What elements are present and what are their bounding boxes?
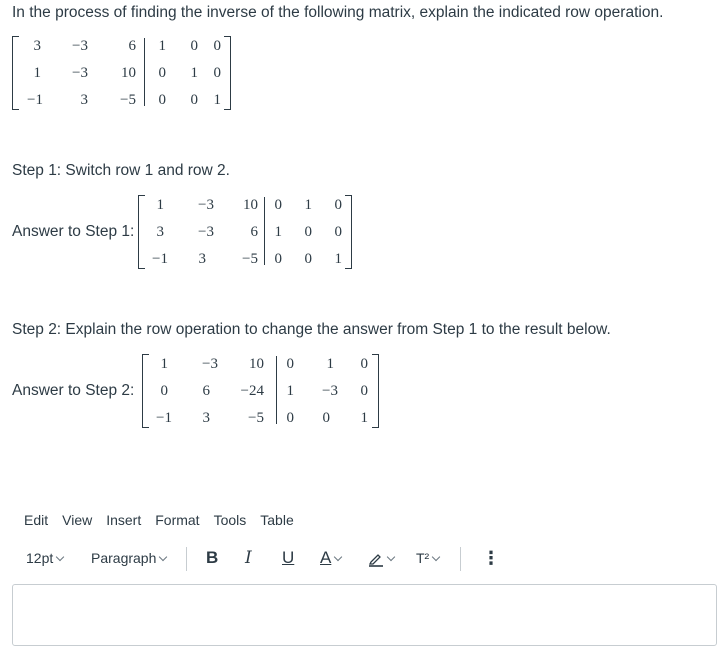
matrix-cell: 1 [360, 410, 368, 426]
matrix-cell: −3 [72, 38, 88, 54]
matrix-cell: −3 [202, 356, 218, 372]
step2-instruction: Step 2: Explain the row operation to change the answer from Step 1 to the result below. [12, 321, 611, 338]
matrix-cell: 0 [158, 65, 166, 81]
matrix-cell: 3 [80, 92, 88, 108]
matrix-cell: 1 [160, 356, 168, 372]
augment-divider [276, 356, 277, 424]
menu-edit[interactable]: Edit [24, 512, 49, 528]
matrix-cell: 1 [213, 92, 221, 108]
step1-instruction: Step 1: Switch row 1 and row 2. [12, 162, 230, 179]
right-bracket [224, 36, 231, 110]
menu-format[interactable]: Format [155, 512, 200, 528]
chevron-down-icon [159, 553, 167, 561]
matrix-cell: −3 [198, 224, 214, 240]
answer-text-area[interactable] [12, 584, 717, 646]
matrix-cell: −1 [152, 251, 168, 267]
text-color-button[interactable] [320, 547, 341, 571]
matrix-cell: 0 [286, 410, 294, 426]
highlight-color-button[interactable] [368, 547, 394, 571]
more-options-button[interactable]: ⋮ [482, 548, 500, 568]
matrix-cell: 10 [121, 65, 136, 81]
matrix-cell: 0 [274, 251, 282, 267]
matrix-cell: 0 [334, 197, 342, 213]
question-prompt: In the process of finding the inverse of the following matrix, explain the indicated row operation. [12, 4, 664, 21]
menu-tools[interactable]: Tools [213, 512, 247, 528]
matrix-cell: 1 [33, 65, 41, 81]
matrix-cell: 0 [213, 65, 221, 81]
matrix-cell: −3 [198, 197, 214, 213]
font-size-select[interactable] [26, 547, 63, 571]
matrix-cell: 0 [190, 38, 198, 54]
right-bracket [345, 195, 352, 269]
text-color-icon: A [320, 548, 332, 567]
step2-result-matrix [142, 354, 382, 430]
matrix-cell: 0 [360, 383, 368, 399]
matrix-cell: 1 [156, 197, 164, 213]
underline-button[interactable]: U [282, 548, 295, 567]
editor-menubar [24, 512, 308, 528]
matrix-cell: −3 [72, 65, 88, 81]
matrix-cell: 1 [158, 38, 166, 54]
augment-divider [144, 38, 145, 106]
matrix-cell: 0 [334, 224, 342, 240]
step2-answer-label: Answer to Step 2: [12, 382, 135, 399]
matrix-cell: 0 [360, 356, 368, 372]
matrix-cell: −3 [322, 383, 338, 399]
superscript-icon: T² [416, 550, 430, 566]
matrix-cell: 0 [190, 92, 198, 108]
toolbar-divider [460, 547, 461, 571]
matrix-cell: 3 [202, 410, 210, 426]
right-bracket [372, 354, 379, 428]
matrix-cell: 0 [304, 251, 312, 267]
block-format-value: Paragraph [91, 550, 157, 566]
highlighter-icon [368, 551, 384, 567]
matrix-cell: 6 [128, 38, 136, 54]
matrix-cell: 10 [243, 197, 258, 213]
matrix-cell: −5 [120, 92, 136, 108]
matrix-cell: −5 [242, 251, 258, 267]
matrix-cell: 0 [158, 92, 166, 108]
menu-view[interactable]: View [62, 512, 93, 528]
matrix-cell: 6 [202, 383, 210, 399]
chevron-down-icon [56, 553, 64, 561]
matrix-cell: 1 [304, 197, 312, 213]
step1-answer-matrix [138, 195, 358, 271]
bold-button[interactable]: B [206, 548, 219, 567]
matrix-cell: 3 [198, 251, 206, 267]
block-format-select[interactable] [91, 547, 166, 571]
matrix-cell: 3 [156, 224, 164, 240]
chevron-down-icon [387, 553, 395, 561]
menu-table[interactable]: Table [260, 512, 294, 528]
matrix-cell: 1 [190, 65, 198, 81]
matrix-cell: 0 [160, 383, 168, 399]
matrix-cell: 3 [33, 38, 41, 54]
matrix-cell: 0 [286, 356, 294, 372]
matrix-cell: 0 [213, 38, 221, 54]
matrix-cell: 1 [274, 224, 282, 240]
matrix-cell: 1 [286, 383, 294, 399]
chevron-down-icon [432, 553, 440, 561]
matrix-cell: 6 [250, 224, 258, 240]
matrix-cell: 10 [249, 356, 264, 372]
matrix-cell: −1 [156, 410, 172, 426]
matrix-cell: 0 [304, 224, 312, 240]
matrix-cell: 0 [322, 410, 330, 426]
font-size-value: 12pt [26, 550, 54, 566]
augment-divider [264, 197, 265, 265]
matrix-cell: −24 [240, 383, 264, 399]
superscript-button[interactable] [416, 547, 439, 571]
matrix-cell: 1 [326, 356, 334, 372]
original-matrix [12, 36, 232, 112]
chevron-down-icon [334, 553, 342, 561]
step1-answer-label: Answer to Step 1: [12, 223, 135, 240]
italic-button[interactable]: I [245, 548, 252, 568]
menu-insert[interactable]: Insert [106, 512, 142, 528]
toolbar-divider [186, 547, 187, 571]
matrix-cell: 1 [334, 251, 342, 267]
matrix-cell: 0 [274, 197, 282, 213]
matrix-cell: −5 [248, 410, 264, 426]
matrix-cell: −1 [27, 92, 43, 108]
